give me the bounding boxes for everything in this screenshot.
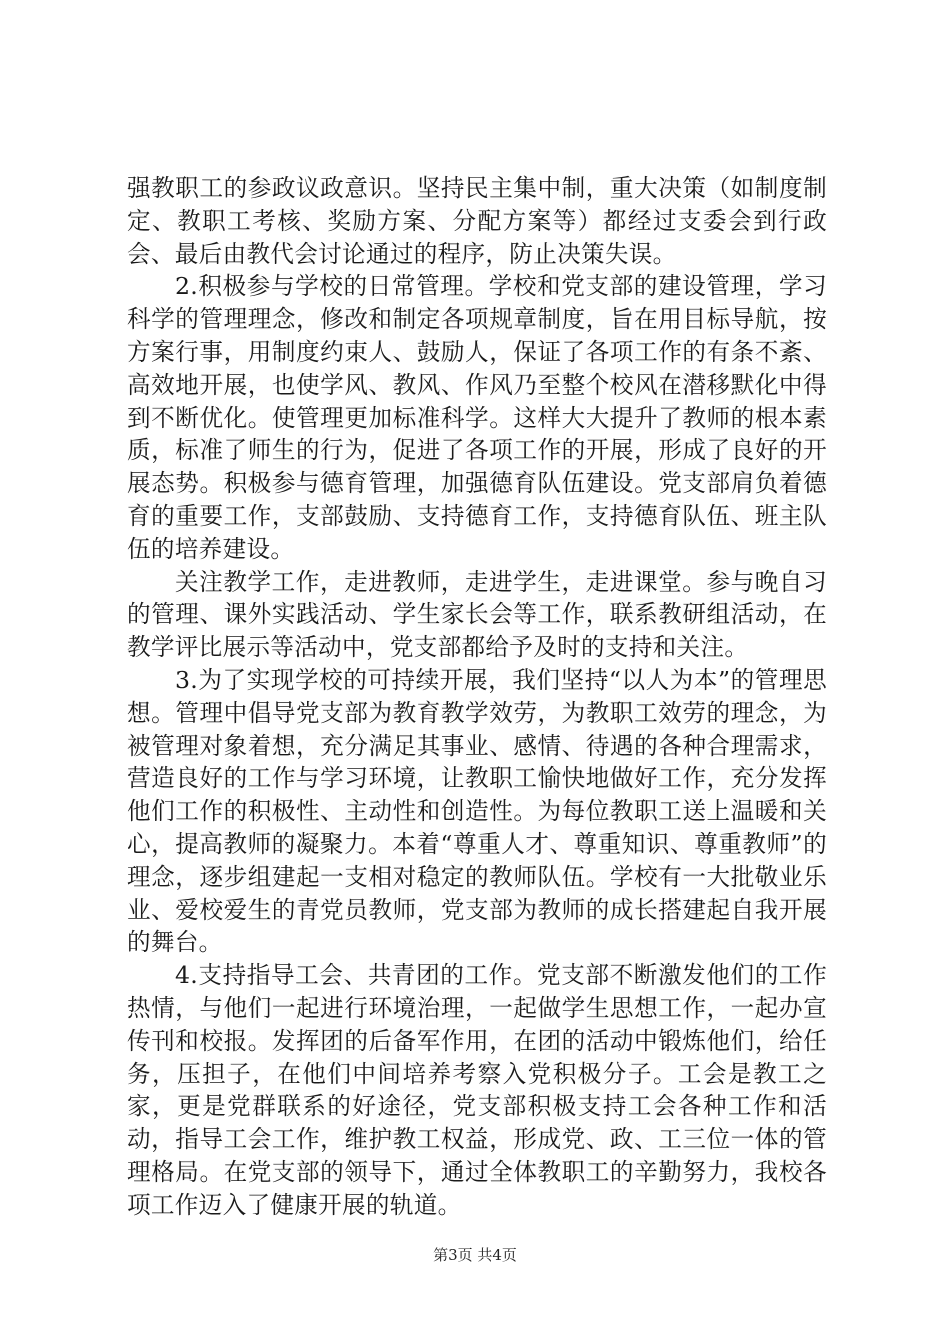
paragraph-item-2: 2.积极参与学校的日常管理。学校和党支部的建设管理，学习科学的管理理念，修改和制定各项规章制度，旨在用目标导航，按方案行事，用制度约束人、鼓励人，保证了各项工作的有条不紊、高效地开展，也使学风、教风、作风乃至整个校风在潜移默化中得到不断优化。使管理更加标准科学。这样大大提升了教师的根本素质，标准了师生的行为，促进了各项工作的开展，形成了良好的开展态势。积极参与德育管理，加强德育队伍建设。党支部肩负着德育的重要工作，支部鼓励、支持德育工作，支持德育队伍、班主队伍的培养建设。 [127,272,827,563]
paragraph-teaching-focus: 关注教学工作，走进教师，走进学生，走进课堂。参与晚自习的管理、课外实践活动、学生家长会等工作，联系教研组活动，在教学评比展示等活动中，党支部都给予及时的支持和关注。 [127,567,827,662]
paragraph-item-3: 3.为了实现学校的可持续开展，我们坚持“以人为本”的管理思想。管理中倡导党支部为教育教学效劳，为教职工效劳的理念，为被管理对象着想，充分满足其事业、感情、待遇的各种合理需求，营造良好的工作与学习环境，让教职工愉快地做好工作，充分发挥他们工作的积极性、主动性和创造性。为每位教职工送上温暖和关心，提高教师的凝聚力。本着“尊重人才、尊重知识、尊重教师”的理念，逐步组建起一支相对稳定的教师队伍。学校有一大批敬业乐业、爱校爱生的青党员教师，党支部为教师的成长搭建起自我开展的舞台。 [127,665,827,957]
paragraph-continuation: 强教职工的参政议政意识。坚持民主集中制，重大决策（如制度制定、教职工考核、奖励方案、分配方案等）都经过支委会到行政会、最后由教代会讨论通过的程序，防止决策失误。 [127,174,827,268]
document-body [127,172,827,1222]
page-number-footer: 第3页 共4页 [433,1246,517,1264]
paragraph-item-4: 4.支持指导工会、共青团的工作。党支部不断激发他们的工作热情，与他们一起进行环境治理，一起做学生思想工作，一起办宣传刊和校报。发挥团的后备军作用，在团的活动中锻炼他们，给任务，压担子，在他们中间培养考察入党积极分子。工会是教工之家，更是党群联系的好途径，党支部积极支持工会各种工作和活动，指导工会工作，维护教工权益，形成党、政、工三位一体的管理格局。在党支部的领导下，通过全体教职工的辛勤努力，我校各项工作迈入了健康开展的轨道。 [127,961,827,1219]
